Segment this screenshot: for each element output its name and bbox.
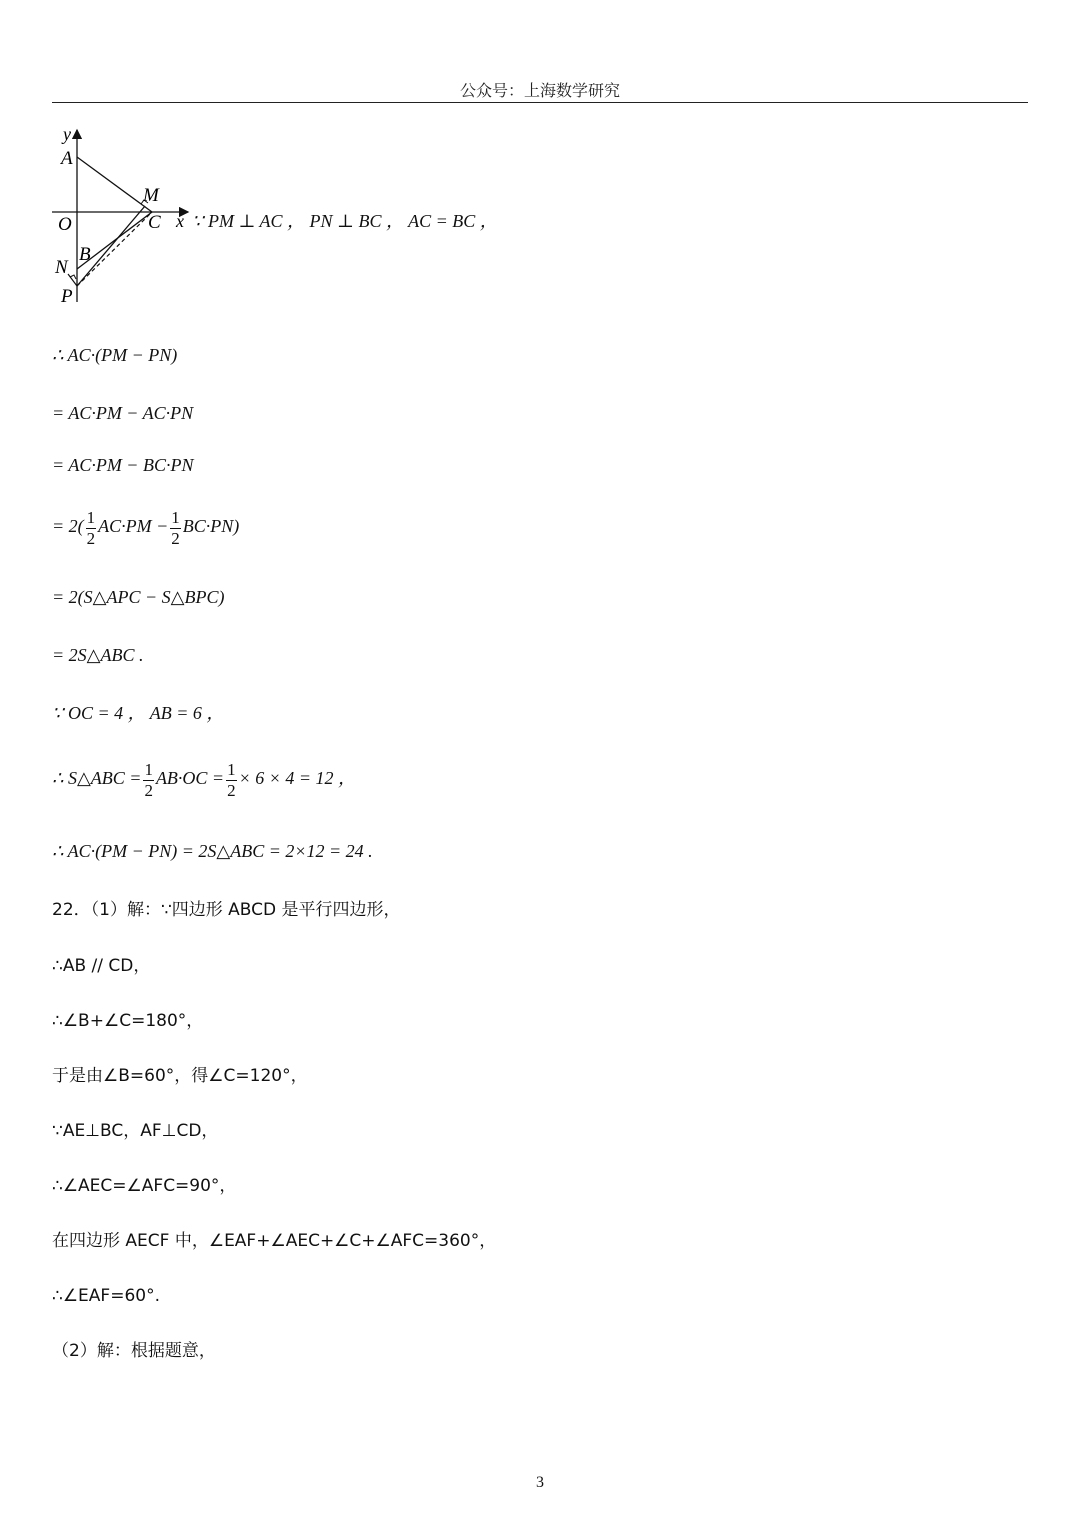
line-10: 22．（1）解：∵四边形 ABCD 是平行四边形， xyxy=(52,900,401,920)
line-4 xyxy=(52,508,239,548)
label-C: C xyxy=(148,212,161,233)
line-18: （2）解：根据题意， xyxy=(52,1341,216,1361)
label-P: P xyxy=(61,286,73,307)
line-12: ∴∠B+∠C=180°， xyxy=(52,1011,204,1031)
line-6: = 2S△ABC . xyxy=(52,645,144,665)
line-14: ∵AE⊥BC，AF⊥CD， xyxy=(52,1121,219,1141)
line-8-mid: AB·OC = xyxy=(155,768,225,789)
line-3: = AC·PM − BC·PN xyxy=(52,455,194,475)
line-8 xyxy=(52,760,356,800)
line-5: = 2(S△APC − S△BPC) xyxy=(52,587,225,607)
line-2: = AC·PM − AC·PN xyxy=(52,403,194,423)
geometry-figure xyxy=(48,124,198,309)
fraction-half: $\frac{1}{2}$ xyxy=(227,760,236,800)
line-17: ∴∠EAF=60°. xyxy=(52,1286,160,1306)
fraction-half: $\frac{1}{2}$ xyxy=(171,508,180,548)
line-8-post: × 6 × 4 = 12 ， xyxy=(238,768,357,789)
line-7: ∵ OC = 4 ， AB = 6 ， xyxy=(52,703,225,723)
line-4-mid: AC·PM − xyxy=(98,516,169,537)
line-4-pre: = 2( xyxy=(52,516,84,537)
label-A: A xyxy=(61,148,73,169)
line-9: ∴ AC·(PM − PN) = 2S△ABC = 2×12 = 24 . xyxy=(52,841,373,861)
line-15: ∴∠AEC=∠AFC=90°， xyxy=(52,1176,237,1196)
label-x: x xyxy=(176,211,184,231)
label-B: B xyxy=(79,244,91,265)
line-0: ∵ PM ⊥ AC ， PN ⊥ BC ， AC = BC ， xyxy=(192,211,498,231)
label-O: O xyxy=(58,214,72,235)
fraction-half: $\frac{1}{2}$ xyxy=(86,508,96,548)
label-y: y xyxy=(63,124,71,144)
line-8-pre: ∴ S△ABC = xyxy=(52,768,142,789)
line-4-post: BC·PN) xyxy=(182,516,240,537)
header-rule xyxy=(52,102,1028,103)
fraction-half: $\frac{1}{2}$ xyxy=(144,760,153,800)
line-16: 在四边形 AECF 中，∠EAF+∠AEC+∠C+∠AFC=360°， xyxy=(52,1231,497,1251)
page-header: 公众号：上海数学研究 xyxy=(459,81,620,100)
label-N: N xyxy=(55,257,68,278)
line-11: ∴AB // CD， xyxy=(52,956,151,976)
line-1: ∴ AC·(PM − PN) xyxy=(52,345,178,365)
line-13: 于是由∠B=60°，得∠C=120°， xyxy=(52,1066,308,1086)
label-M: M xyxy=(143,185,159,206)
page-number: 3 xyxy=(536,1474,544,1491)
